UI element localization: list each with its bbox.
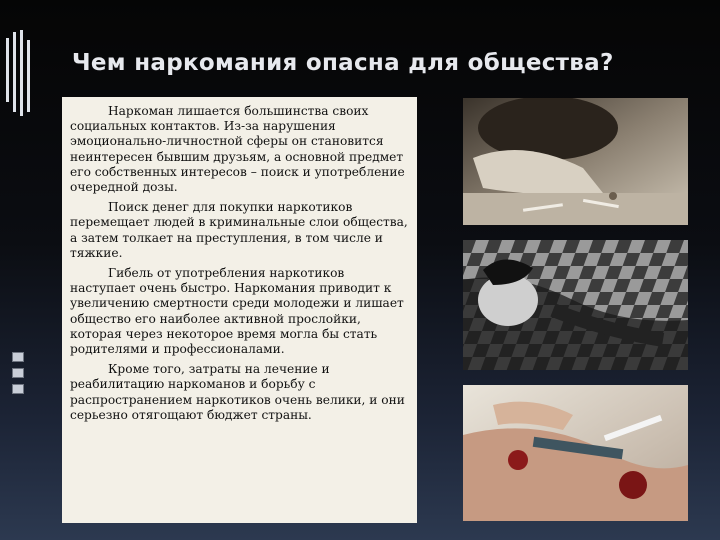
decor-square (12, 368, 24, 378)
paragraph-costs: Кроме того, затраты на лечение и реабилитацию наркоманов и борьбу с распространением наркотиков очень велики, и они серьезно отягощают бюджет страны. (70, 362, 405, 422)
decor-bar (13, 32, 16, 112)
slide-title: Чем наркомания опасна для общества? (72, 50, 614, 76)
decor-bar (27, 40, 30, 112)
person-on-floor-photo (463, 240, 688, 370)
paragraph-crime: Поиск денег для покупки наркотиков перемещает людей в криминальные слои общества, а затем толкает на преступления, в том числе и тяжкие. (70, 200, 408, 260)
person-with-syringes-photo (463, 98, 688, 225)
paragraph-social-contacts: Наркоман лишается большинства своих социальных контактов. Из-за нарушения эмоционально-личностной сферы он становится неинтересен бывшим друзьям, а основной предмет его собственных интересов – поиск и употребление очередной дозы. (70, 104, 405, 195)
decor-square (12, 352, 24, 362)
decor-bar (20, 30, 23, 116)
decorative-left-bars (0, 0, 40, 540)
decor-square (12, 384, 24, 394)
decor-bar (6, 38, 9, 102)
arm-injection-photo (463, 385, 688, 521)
paragraph-mortality: Гибель от употребления наркотиков наступает очень быстро. Наркомания приводит к увеличению смертности среди молодежи и лишает общество его наиболее активной прослойки, которая через некоторое время могла бы стать родителями и профессионалами. (70, 266, 404, 357)
text-panel (62, 97, 417, 523)
